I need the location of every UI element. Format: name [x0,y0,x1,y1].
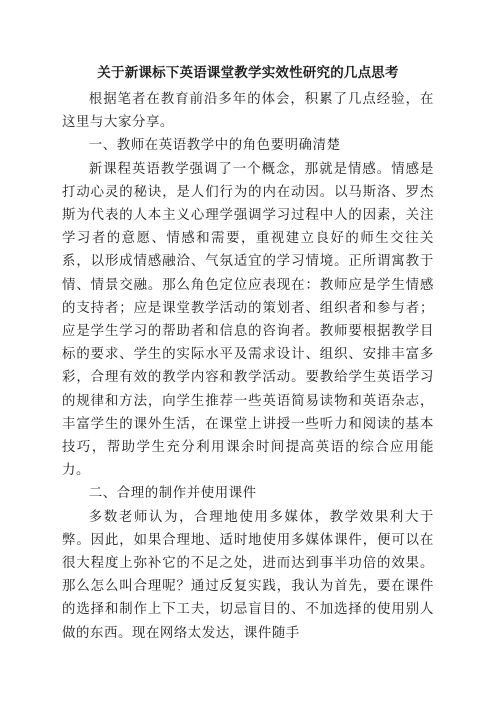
document-page [62,64,434,645]
document-title: 关于新课标下英语课堂教学实效性研究的几点思考 [97,65,399,81]
section-2-body: 多数老师认为，合理地使用多媒体，教学效果利大于弊。因此，如果合理地、适时地使用多媒体课件，便可以在很大程度上弥补它的不足之处，进而达到事半功倍的效果。那么怎么叫合理呢？通过反复实践，我认为首先，要在课件的选择和制作上下工夫，切忌盲目的、不加选择的使用别人做的东西。现在网络太发达，课件随手 [62,509,434,641]
section-1-heading: 一、教师在英语教学中的角色要明确清楚 [88,138,341,154]
section-1-body: 新课程英语教学强调了一个概念，那就是情感。情感是打动心灵的秘诀，是人们行为的内在动因。以马斯洛、罗杰斯为代表的人本主义心理学强调学习过程中人的因素，关注学习者的意愿、情感和需要，重视建立良好的师生交往关系，以形成情感融洽、气氛适宜的学习情境。正所谓寓教于情、情景交融。那么角色定位应表现在：教师应是学生情感的支持者；应是课堂教学活动的策划者、组织者和参与者；应是学生学习的帮助者和信息的咨询者。教师要根据教学目标的要求、学生的实际水平及需求设计、组织、安排丰富多彩，合理有效的教学内容和教学活动。要教给学生英语学习的规律和方法，向学生推荐一些英语简易读物和英语杂志，丰富学生的课外生活，在课堂上讲授一些听力和阅读的基本技巧，帮助学生充分利用课余时间提高英语的综合应用能力。 [62,161,434,479]
intro-paragraph: 根据笔者在教育前沿多年的体会，积累了几点经验，在这里与大家分享。 [62,92,434,131]
section-2-heading: 二、合理的制作并使用课件 [88,486,257,502]
